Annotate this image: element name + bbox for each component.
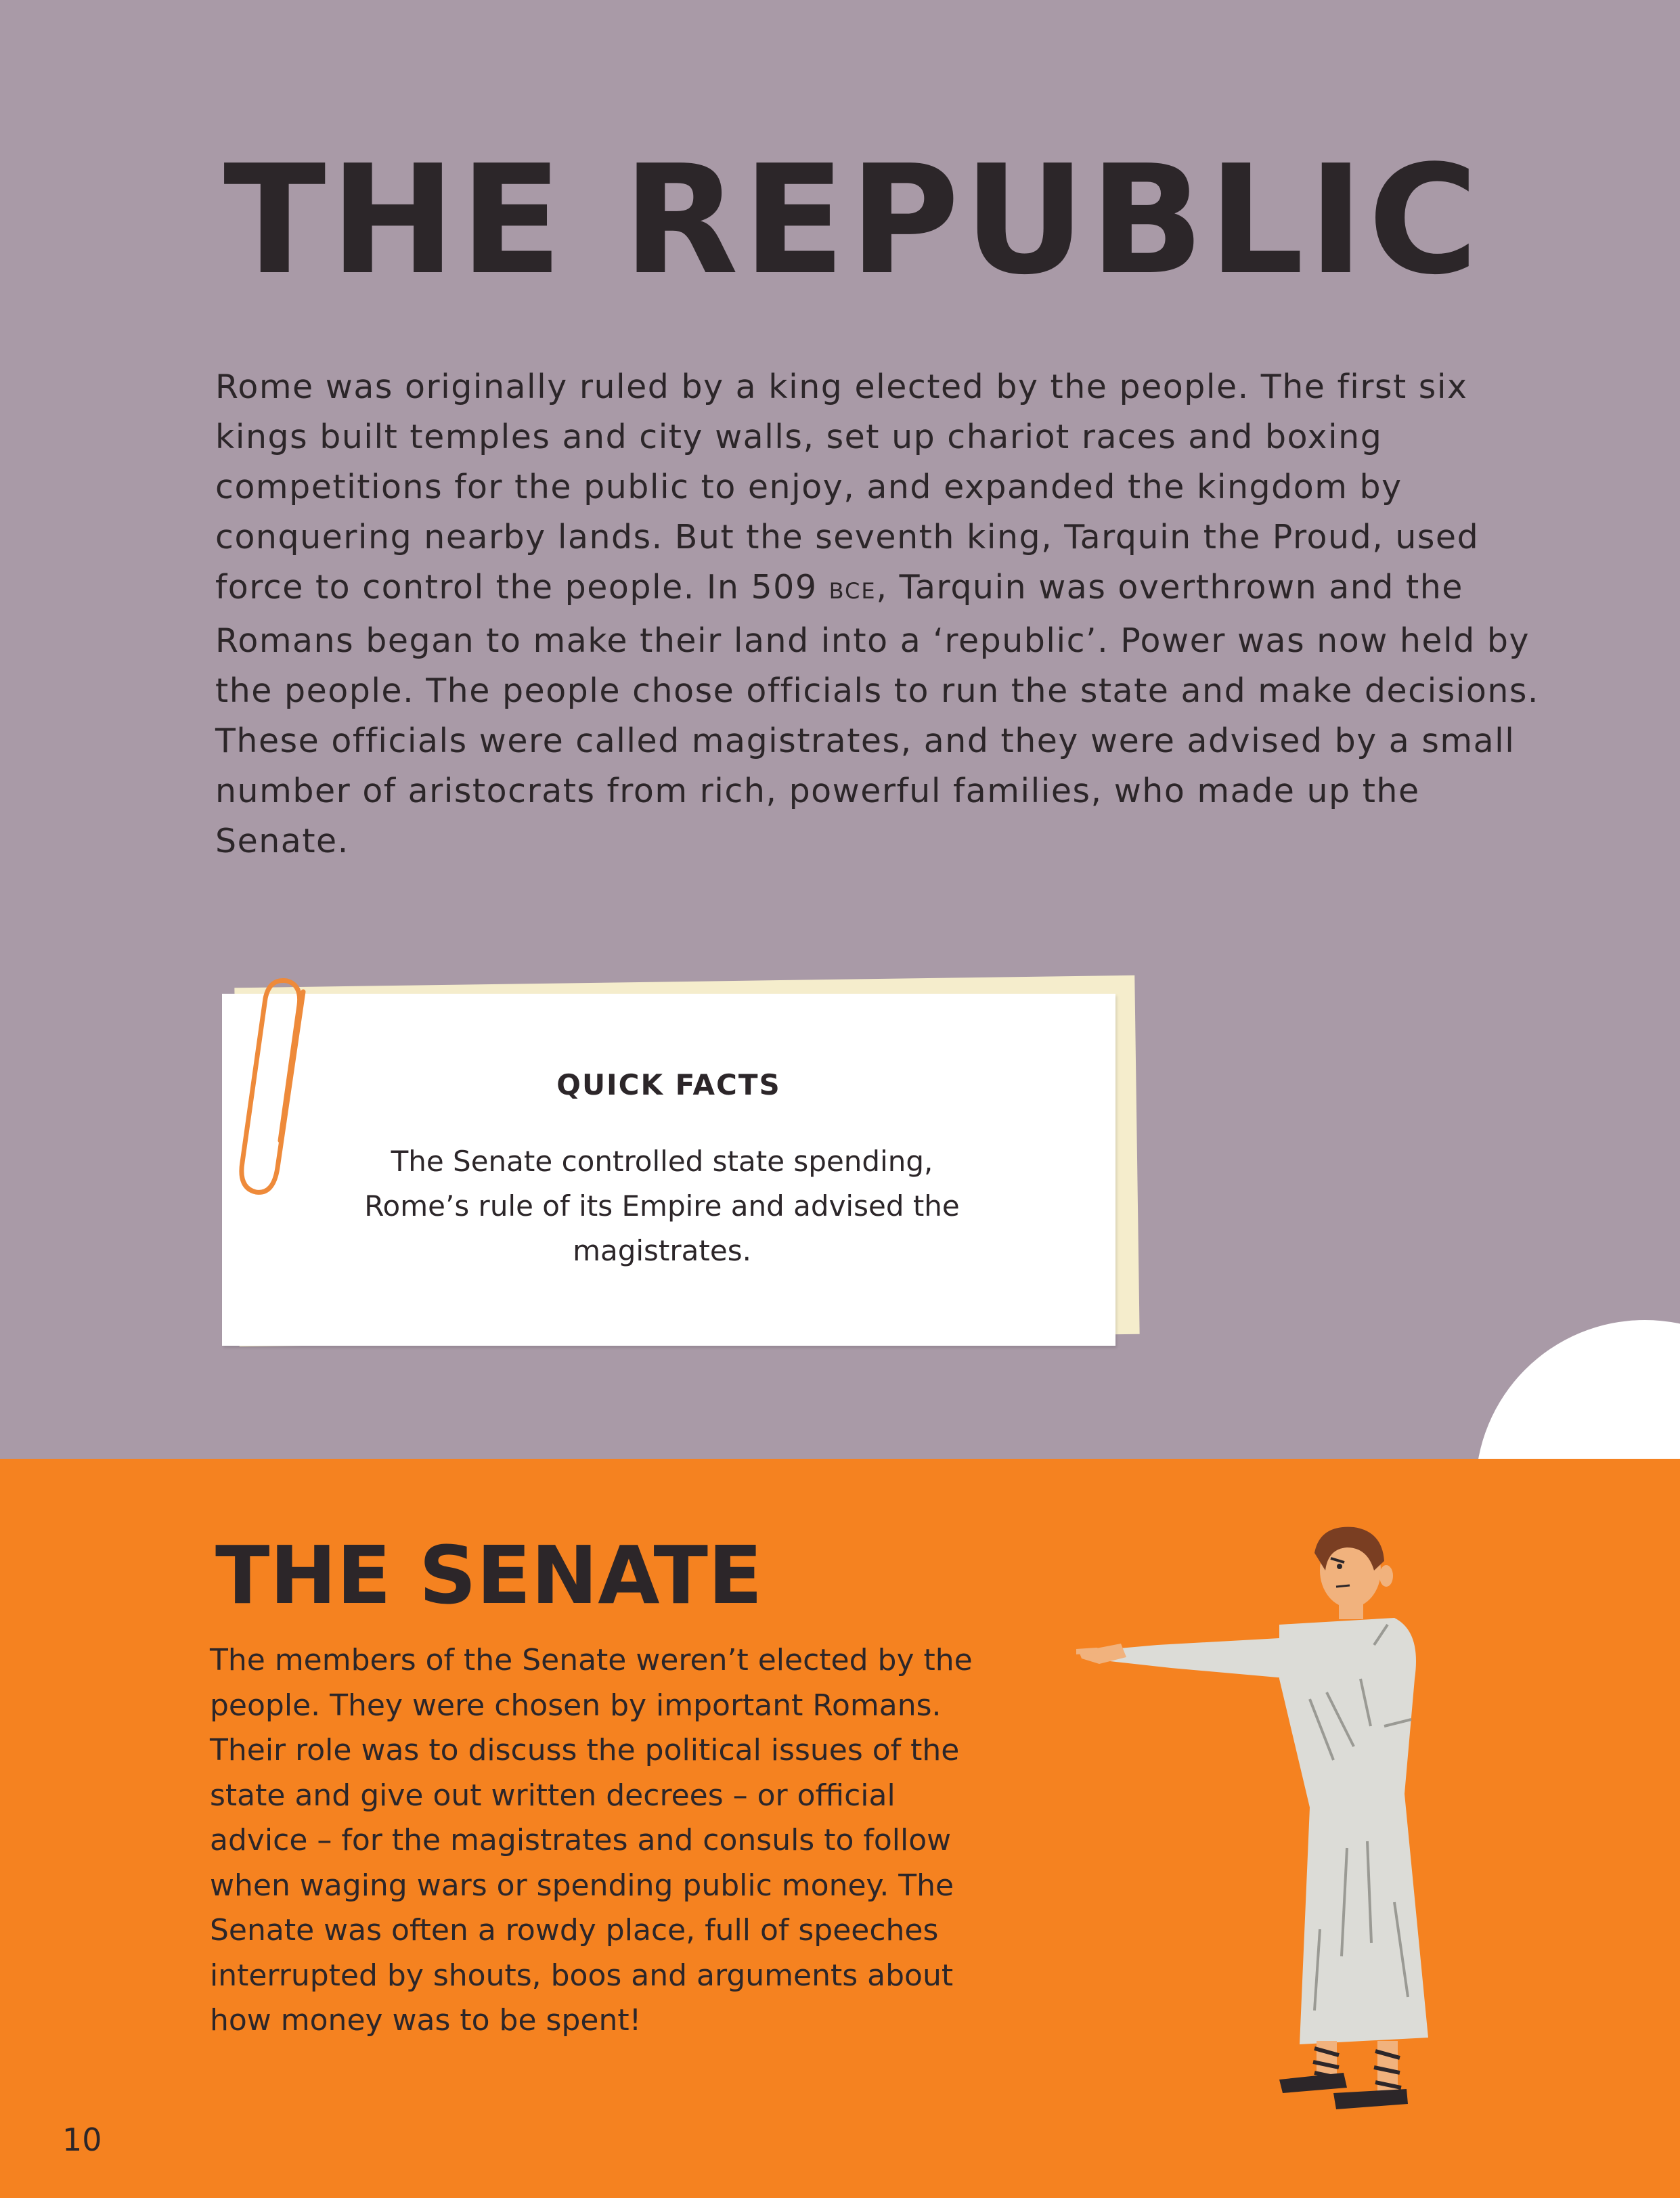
paperclip-icon (230, 971, 325, 1229)
senate-section-title: THE SENATE (215, 1529, 763, 1622)
era-abbreviation: BCE (828, 578, 877, 604)
intro-paragraph (215, 362, 1562, 866)
page-number: 10 (62, 2122, 102, 2158)
senate-paragraph: The members of the Senate weren’t elected by the people. They were chosen by important Romans. Their role was to discuss the political issues of the state and give out written decrees – or official advice – for the magistrates and consuls to follow when waging wars or spending public money. The Senate was often a rowdy place, full of speeches interrupted by shouts, boos and arguments about how money was to be spent! (210, 1643, 973, 2038)
quick-facts-title: QUICK FACTS (556, 1068, 781, 1101)
intro-text-part-1: Rome was originally ruled by a king elected by the people. The first six kings built temples and city walls, set up chariot races and boxing competitions for the public to enjoy, and expanded the kingdom by conquering nearby lands. But the seventh king, Tarquin the Proud, used force to control the people. In 509 (215, 368, 1480, 607)
intro-text-part-2: , Tarquin was overthrown and the Romans began to make their land into a ‘republic’. Power was now held by the people. The people chose officials to run the state and make decisions. These officials were called magistrates, and they were advised by a small number of aristocrats from rich, powerful families, who made up the Senate. (215, 568, 1539, 860)
page-title: THE REPUBLIC (223, 133, 1482, 308)
roman-senator-illustration (1076, 1523, 1428, 2119)
quick-facts-body: The Senate controlled state spending, Rome’s rule of its Empire and advised the magistrates. (364, 1145, 960, 1267)
quick-facts-card (222, 994, 1115, 1346)
